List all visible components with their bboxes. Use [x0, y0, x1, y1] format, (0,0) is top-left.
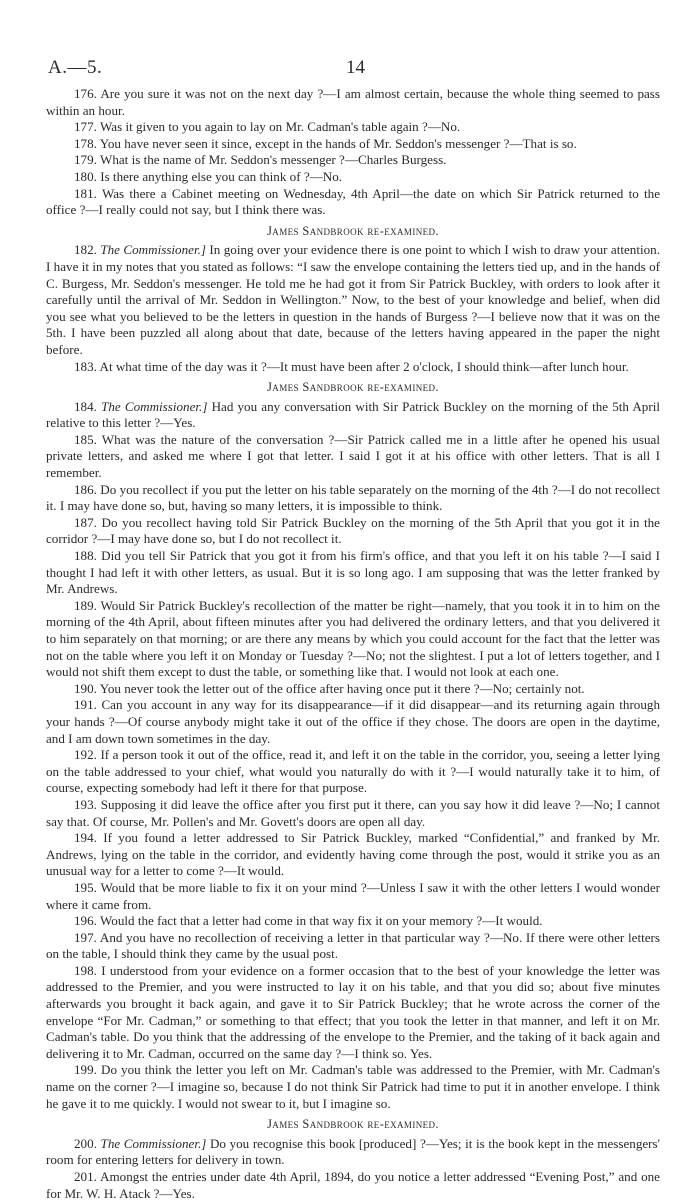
paragraph-text: I understood from your evidence on a former occasion that to the best of your knowledge the letter was addressed to the Premier, and you were instructed to lay it on his table, and that you did so; about five minutes afterwards you brought it back again, and gave it to Sir Patrick Buckley; that he wrote across the corner of the envelope “For Mr. Cadman,” or something to that effect; that you took the letter in that manner, and left it on Mr. Cadman's table. Do you think that the addressing of the envelope to the Premier, and the taking of it back again and delivering it to Mr. Cadman, occurred on the same day ?—I think so. Yes. — [46, 962, 661, 1061]
question-answer-paragraph — [46, 797, 660, 830]
paragraph-text: Would the fact that a letter had come in that way fix it on your memory ?—It would. — [99, 913, 543, 929]
question-number: 186. — [74, 481, 97, 497]
question-number: 188. — [74, 548, 97, 564]
paragraph-text: You never took the letter out of the office after having once put it there ?—No; certainly not. — [99, 680, 585, 696]
question-number: 194. — [74, 830, 97, 846]
question-answer-paragraph — [46, 186, 660, 219]
section-heading: James Sandbrook re-examined. — [267, 380, 439, 395]
question-answer-paragraph — [46, 1169, 660, 1202]
paragraph-text: Had you any conversation with Sir Patrick Buckley on the morning of the 5th April relative to this letter ?—Yes. — [46, 398, 660, 431]
question-number: 189. — [74, 597, 97, 613]
paragraph-text: What is the name of Mr. Seddon's messenger ?—Charles Burgess. — [99, 152, 447, 168]
question-number: 197. — [74, 929, 97, 945]
question-number: 199. — [74, 1062, 97, 1078]
question-answer-paragraph — [46, 681, 660, 698]
question-number: 195. — [74, 879, 97, 895]
paragraph-text: Are you sure it was not on the next day ?—I am almost certain, because the whole thing seemed to pass within an hour. — [46, 86, 661, 118]
question-answer-paragraph — [46, 697, 660, 747]
paragraph-text: Would that be more liable to fix it on your mind ?—Unless I saw it with the other letters I would wonder where it came from. — [46, 879, 660, 912]
question-answer-paragraph — [46, 399, 660, 432]
document-reference: A.—5. — [48, 57, 103, 78]
document-body — [46, 86, 660, 1202]
speaker-label: The Commissioner.] — [100, 242, 206, 258]
question-number: 181. — [74, 185, 97, 201]
question-number: 193. — [74, 796, 97, 812]
question-number: 185. — [74, 431, 97, 447]
paragraph-text: Can you account in any way for its disappearance—if it did disappear—and its returning again through your hands ?—Of course anybody might take it out of the office if they chose. The doors are open in the daytime, and I am down town sometimes in the day. — [46, 697, 660, 746]
question-answer-paragraph — [46, 1062, 660, 1112]
speaker-label: The Commissioner.] — [101, 398, 208, 414]
question-number: 187. — [74, 514, 97, 530]
question-answer-paragraph — [46, 830, 660, 880]
question-answer-paragraph — [46, 86, 660, 119]
question-answer-paragraph — [46, 963, 660, 1063]
page-number: 14 — [346, 57, 365, 78]
question-answer-paragraph — [46, 880, 660, 913]
question-answer-paragraph — [46, 242, 660, 358]
question-answer-paragraph — [46, 359, 660, 376]
question-number: 192. — [74, 747, 97, 763]
paragraph-text: Did you tell Sir Patrick that you got it from his firm's office, and that you left it on his table ?—I said I thought I had left it with other letters, as usual. But it is so long ago. I am supposing that was the letter franked by Mr. Andrews. — [46, 548, 661, 597]
question-answer-paragraph — [46, 747, 660, 797]
question-number: 201. — [74, 1169, 97, 1184]
paragraph-text: In going over your evidence there is one point to which I wish to draw your attention. I have it in my notes that you stated as follows: “I saw the envelope containing the letters tied up, and in the hands of C. Burgess, Mr. Seddon's messenger. He told me he had got it from Sir Patrick Buckley, with orders to look after it carefully until the arrival of Mr. Seddon in Wellington.” Now, to the best of your knowledge and belief, when did you see what you believed to be the letters in question in the hands of Burgess ?—I believe now that it was on the 5th. I have been puzzled all along about that date, because of the letters having appeared in the paper the night before. — [46, 242, 660, 357]
question-number: 198. — [74, 962, 97, 978]
paragraph-text: And you have no recollection of receiving a letter in that particular way ?—No. If there were other letters on the table, I should think they came by the usual post. — [46, 929, 660, 962]
paragraph-text: Was it given to you again to lay on Mr. Cadman's table again ?—No. — [99, 119, 461, 135]
question-answer-paragraph — [46, 598, 660, 681]
section-heading: James Sandbrook re-examined. — [267, 1117, 439, 1132]
question-answer-paragraph — [46, 515, 660, 548]
question-answer-paragraph — [46, 913, 660, 930]
question-number: 190. — [74, 680, 97, 696]
question-number: 196. — [74, 913, 97, 929]
question-number: 177. — [74, 119, 97, 135]
paragraph-text: Do you recognise this book [produced] ?—Yes; it is the book kept in the messengers' room for entering letters for delivery in town. — [46, 1135, 660, 1168]
question-answer-paragraph — [46, 1136, 660, 1169]
paragraph-text: Was there a Cabinet meeting on Wednesday, 4th April—the date on which Sir Patrick returned to the office ?—I really could not say, but I think there was. — [46, 185, 661, 218]
question-answer-paragraph — [46, 548, 660, 598]
speaker-label: The Commissioner.] — [100, 1135, 207, 1151]
question-number: 184. — [74, 398, 97, 414]
question-number: 182. — [74, 242, 97, 258]
paragraph-text: Do you recollect having told Sir Patrick Buckley on the morning of the 5th April that you got it in the corridor ?—I may have done so, but I do not recollect it. — [46, 514, 660, 547]
question-number: 200. — [74, 1135, 97, 1151]
question-number: 178. — [74, 135, 97, 151]
question-number: 179. — [74, 152, 97, 168]
paragraph-text: Is there anything else you can think of ?—No. — [100, 168, 343, 184]
question-number: 191. — [74, 697, 97, 713]
question-answer-paragraph — [46, 930, 660, 963]
paragraph-text: At what time of the day was it ?—It must have been after 2 o'clock, I should think—after lunch hour. — [99, 358, 629, 374]
paragraph-text: If you found a letter addressed to Sir Patrick Buckley, marked “Confidential,” and franked by Mr. Andrews, lying on the table in the corridor, and evidently having come through the post, would it strike you as an unusual way for a letter to come ?—It would. — [46, 830, 660, 879]
page-header — [46, 0, 660, 86]
paragraph-text: Amongst the entries under date 4th April, 1894, do you notice a letter addressed “Evening Post,” and one for Mr. W. H. Atack ?—Yes. — [46, 1169, 660, 1201]
paragraph-text: What was the nature of the conversation ?—Sir Patrick called me in a little after he opened his usual private letters, and asked me where I got that letter. I said I got it at his office with other letters. That is all I remember. — [46, 431, 660, 481]
question-answer-paragraph — [46, 432, 660, 482]
question-answer-paragraph — [46, 482, 660, 515]
section-heading: James Sandbrook re-examined. — [267, 223, 439, 238]
question-answer-paragraph — [46, 119, 660, 136]
paragraph-text: You have never seen it since, except in the hands of Mr. Seddon's messenger ?—That is so. — [99, 135, 577, 151]
paragraph-text: If a person took it out of the office, read it, and left it on the table in the corridor, you, seeing a letter lying on the table addressed to your chief, what would you naturally do with it ?—I would naturally take it to him, of course, expecting somebody had left it there for that purpose. — [46, 747, 661, 796]
question-number: 176. — [74, 86, 97, 101]
question-answer-paragraph — [46, 169, 660, 186]
question-number: 183. — [74, 358, 97, 374]
question-answer-paragraph — [46, 152, 660, 169]
paragraph-text: Supposing it did leave the office after you first put it there, can you say how it did leave ?—No; I cannot say that. Of course, Mr. Pollen's and Mr. Govett's doors are open all day. — [46, 796, 660, 829]
paragraph-text: Would Sir Patrick Buckley's recollection of the matter be right—namely, that you took it in to him on the morning of the 4th April, about fifteen minutes after you had delivered the ordinary letters, and that you delivered it to him separately on that morning; or are there any means by which you could account for the fact that the letter was not on the table where you left it on Monday or Tuesday ?—No; not the slightest. I put a lot of letters together, and I would not shift them except to dust the table, or something like that. I would not look at each one. — [46, 597, 660, 680]
question-answer-paragraph — [46, 136, 660, 153]
paragraph-text: Do you think the letter you left on Mr. Cadman's table was addressed to the Premier, with Mr. Cadman's name on the corner ?—I imagine so, because I do not think Sir Patrick had time to put it in another envelope. I think he gave it to me quickly. I would not swear to it, but I imagine so. — [46, 1062, 660, 1111]
paragraph-text: Do you recollect if you put the letter on his table separately on the morning of the 4th ?—I do not recollect it. I may have done so, but, having so many letters, it is impossible to think. — [46, 481, 660, 514]
question-number: 180. — [74, 168, 97, 184]
